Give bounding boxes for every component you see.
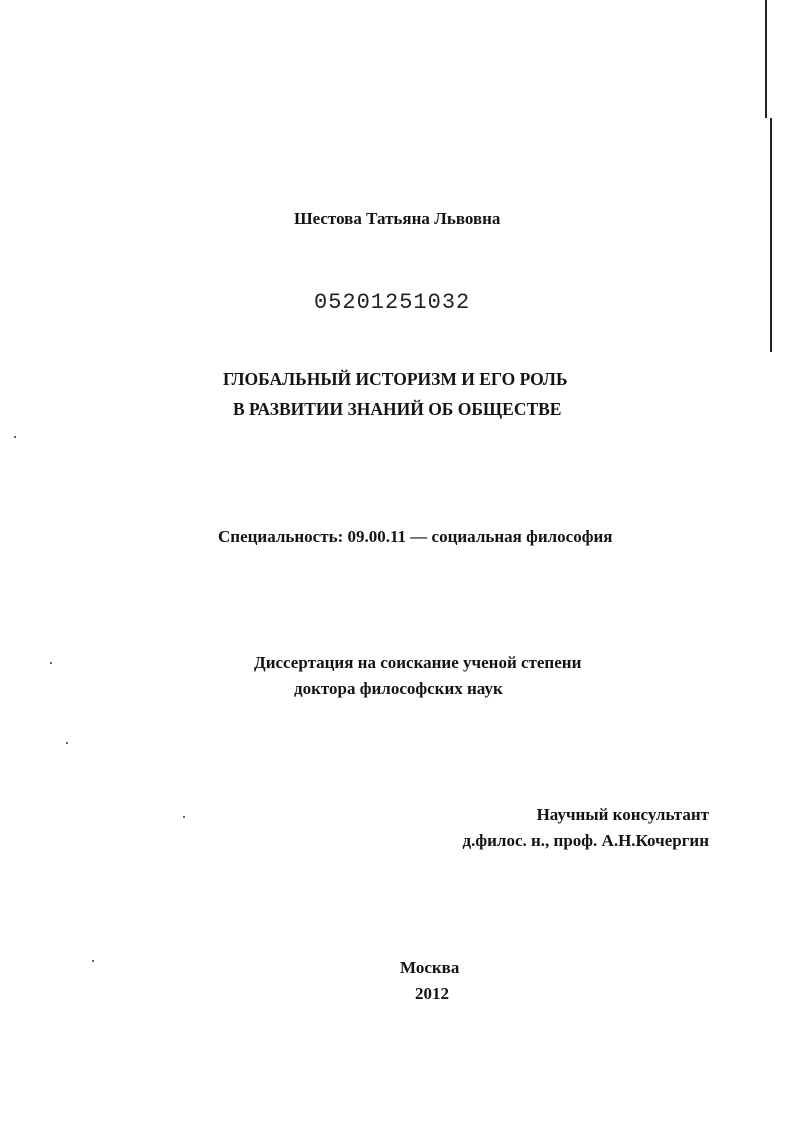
scan-speck [50,662,52,664]
consultant-label: Научный консультант [536,805,709,824]
scan-edge-line [765,0,767,118]
dissertation-title-line-2: В РАЗВИТИИ ЗНАНИЙ ОБ ОБЩЕСТВЕ [233,399,562,419]
scan-edge-line [770,118,772,352]
scan-speck [66,742,68,744]
catalog-number: 05201251032 [314,290,471,315]
degree-statement-line-1: Диссертация на соискание ученой степени [254,653,582,672]
author-name: Шестова Татьяна Львовна [294,209,501,228]
degree-statement-line-2: доктора философских наук [294,679,503,698]
scan-speck [183,816,185,818]
scan-speck [14,436,16,438]
dissertation-title-line-1: ГЛОБАЛЬНЫЙ ИСТОРИЗМ И ЕГО РОЛЬ [223,369,568,389]
city: Москва [400,958,460,977]
consultant-name: д.филос. н., проф. А.Н.Кочергин [462,831,709,850]
specialty: Специальность: 09.00.11 — социальная философия [218,527,613,546]
scan-speck [92,960,94,962]
year: 2012 [415,984,449,1003]
